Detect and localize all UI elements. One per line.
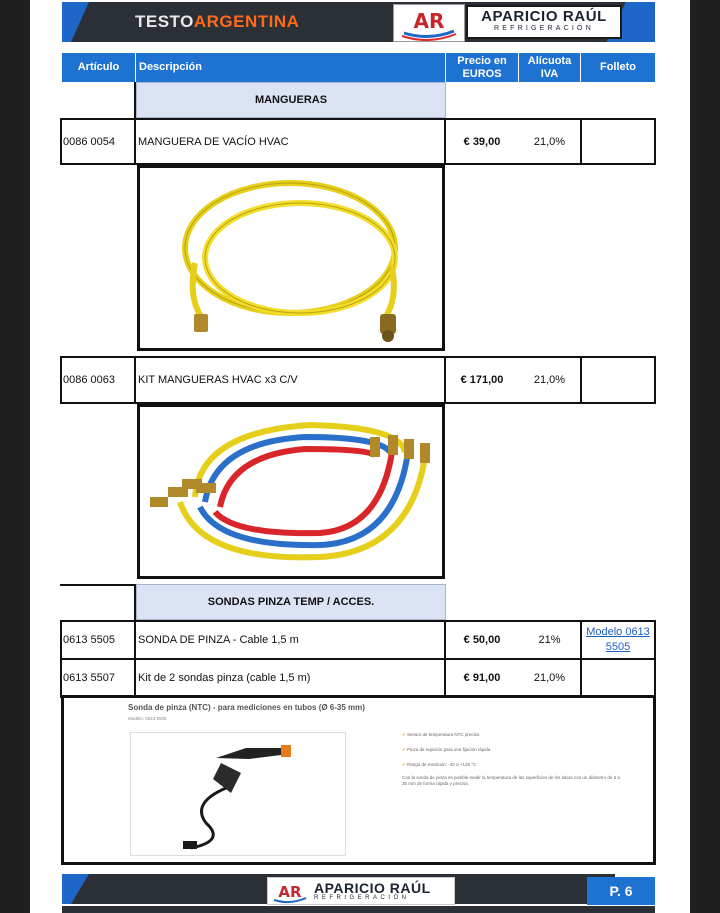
document-page [30, 0, 690, 913]
brand-main: TESTO [135, 12, 194, 31]
probe-card-title: Sonda de pinza (NTC) - para mediciones en tubos (Ø 6-35 mm) [128, 703, 365, 712]
company-logo [393, 4, 465, 42]
clamp-probe-icon [131, 733, 345, 855]
row-price: € 50,00 [463, 634, 501, 646]
company-name-box [466, 5, 622, 39]
footer-logo [267, 877, 455, 905]
row-iva: 21,0% [533, 672, 566, 684]
feature-item [402, 762, 476, 768]
feature-text: Pinza de sujeción para una fijación rápida [407, 747, 491, 752]
grid-line [134, 118, 136, 165]
check-icon: ✔ [402, 747, 406, 752]
row-description: KIT MANGUERAS HVAC x3 C/V [138, 374, 298, 386]
row-iva: 21% [538, 634, 561, 646]
grid-line [580, 356, 582, 404]
row-iva: 21,0% [533, 374, 566, 386]
ar-logo-icon [394, 5, 464, 41]
col-description-header: Descripción [136, 53, 445, 82]
row-code: 0086 0054 [63, 135, 115, 148]
row-description: Kit de 2 sondas pinza (cable 1,5 m) [138, 672, 311, 684]
page-number-badge: P. 6 [587, 877, 655, 905]
brand-accent: ARGENTINA [193, 12, 300, 31]
company-name: APARICIO RAÚL [481, 8, 607, 25]
probe-photo [130, 732, 346, 856]
yellow-hose-icon [140, 168, 442, 348]
probe-card [61, 695, 656, 865]
probe-card-description: Con la sonda de pinza es posible medir la temperatura de las superficies de los tubos con un diámetro de 6 a 35 mm de forma rápida y precisa. [402, 775, 620, 786]
grid-line [60, 584, 136, 586]
brochure-cell [582, 625, 654, 657]
row-code: 0086 0063 [63, 374, 115, 386]
probe-card-model: Modelo: 0613 5505 [128, 716, 167, 721]
hose-kit-icon [140, 407, 442, 576]
footer-bottom-bar [62, 906, 655, 913]
vacuum-hose-image [137, 165, 445, 351]
footer-logo-letters: AR [278, 883, 302, 901]
col-article-header: Artículo [62, 53, 135, 82]
row-price: € 171,00 [460, 374, 504, 386]
col-price-header: Precio en EUROS [446, 53, 518, 82]
row-price: € 39,00 [463, 135, 501, 148]
section-probes: SONDAS PINZA TEMP / ACCES. [136, 584, 446, 620]
feature-item [402, 732, 479, 738]
company-sub: REFRIGERACIÓN [494, 25, 594, 32]
feature-text: Sensor de temperatura NTC preciso [407, 732, 480, 737]
feature-item [402, 747, 490, 753]
col-brochure-header: Folleto [581, 53, 655, 82]
hose-kit-image [137, 404, 445, 579]
grid-line [134, 356, 136, 404]
row-code: 0613 5505 [63, 634, 115, 646]
row-code: 0613 5507 [63, 672, 115, 684]
logo-letters: AR [413, 9, 445, 33]
row-iva: 21,0% [533, 135, 566, 148]
brand-title [135, 12, 299, 32]
footer-company-name: APARICIO RAÚL [314, 880, 431, 896]
check-icon: ✔ [402, 762, 406, 767]
brochure-link[interactable]: Modelo 0613 5505 [586, 626, 650, 653]
row-description: MANGUERA DE VACÍO HVAC [138, 135, 289, 148]
row-price: € 91,00 [463, 672, 501, 684]
footer-company-sub: REFRIGERACIÓN [314, 895, 410, 901]
grid-line [580, 118, 582, 165]
section-hoses: MANGUERAS [136, 82, 446, 118]
col-iva-header: Alícuota IVA [519, 53, 580, 82]
feature-text: Rango de medición: -40 a +125 °C [407, 762, 477, 767]
row-description: SONDA DE PINZA - Cable 1,5 m [138, 634, 299, 646]
check-icon: ✔ [402, 732, 406, 737]
